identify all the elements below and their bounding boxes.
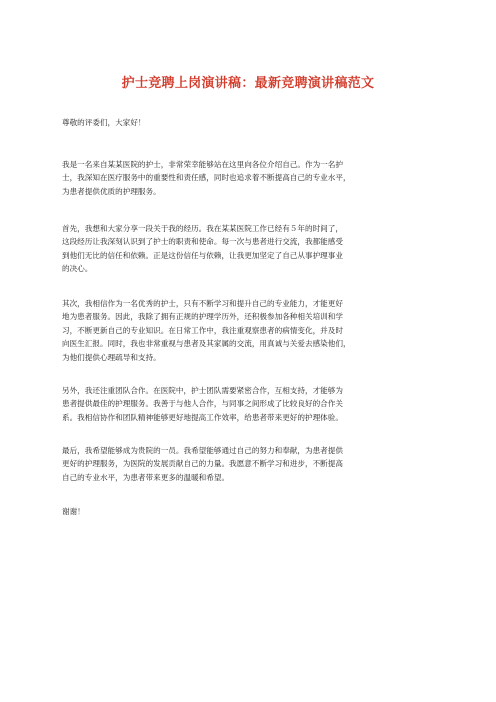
paragraph-line: 系。我相信协作和团队精神能够更好地提高工作效率，给患者带来更好的护理体验。	[62, 412, 343, 422]
paragraph-line: 自己的专业水平，为患者带来更多的温暖和希望。	[62, 472, 230, 482]
paragraph-line: 最后，我希望能够成为贵院的一员。我希望能够通过自己的努力和奉献，为患者提供	[62, 446, 343, 455]
paragraph-line: 为他们提供心理疏导和支持。	[62, 352, 161, 362]
paragraph-line: 其次，我相信作为一名优秀的护士，只有不断学习和提升自己的专业能力，才能更好	[62, 299, 343, 308]
paragraph-line: 的决心。	[62, 264, 93, 274]
paragraph-line: 患者提供最佳的护理服务。我善于与他人合作，与同事之间形成了比较良好的合作关	[62, 399, 343, 409]
closing	[62, 505, 434, 518]
paragraph-line: 士，我深知在医疗服务中的重要性和责任感，同时也追求着不断提高自己的专业水平，	[62, 173, 351, 183]
paragraph-learning	[62, 297, 434, 364]
greeting	[62, 116, 434, 129]
document-title: 护士竞聘上岗演讲稿：最新竞聘演讲稿范文	[121, 76, 375, 91]
greeting-line: 尊敬的评委们，大家好！	[62, 118, 146, 127]
paragraph-line: 向医生汇报。同时，我也非常重视与患者及其家属的交流，用真诚与关爱去感染他们，	[62, 339, 351, 349]
paragraph-line: 这段经历让我深刻认识到了护士的职责和使命。每一次与患者进行交流，我都能感受	[62, 237, 343, 247]
paragraph-line: 另外，我还注重团队合作。在医院中，护士团队需要紧密合作，互相支持，才能够为	[62, 386, 343, 395]
paragraph-line: 首先，我想和大家分享一段关于我的经历。我在某某医院工作已经有５年的时间了，	[62, 224, 343, 233]
paragraph-closing-wish	[62, 444, 434, 484]
paragraph-line: 习，不断更新自己的专业知识。在日常工作中，我注重观察患者的病情变化，并及时	[62, 325, 343, 335]
paragraph-line: 更好的护理服务，为医院的发展贡献自己的力量。我愿意不断学习和进步，不断提高	[62, 459, 343, 469]
closing-line: 谢谢！	[62, 507, 85, 516]
paragraph-line: 为患者提供优质的护理服务。	[62, 186, 161, 196]
paragraph-intro	[62, 158, 434, 198]
paragraph-line: 地为患者服务。因此，我除了拥有正规的护理学历外，还积极参加各种相关培训和学	[62, 312, 343, 322]
paragraph-experience	[62, 222, 434, 276]
paragraph-line: 我是一名来自某某医院的护士，非常荣幸能够站在这里向各位介绍自己。作为一名护	[62, 160, 343, 169]
paragraph-teamwork	[62, 384, 434, 424]
paragraph-line: 到他们无比的信任和依赖。正是这份信任与依赖，让我更加坚定了自己从事护理事业	[62, 250, 343, 260]
